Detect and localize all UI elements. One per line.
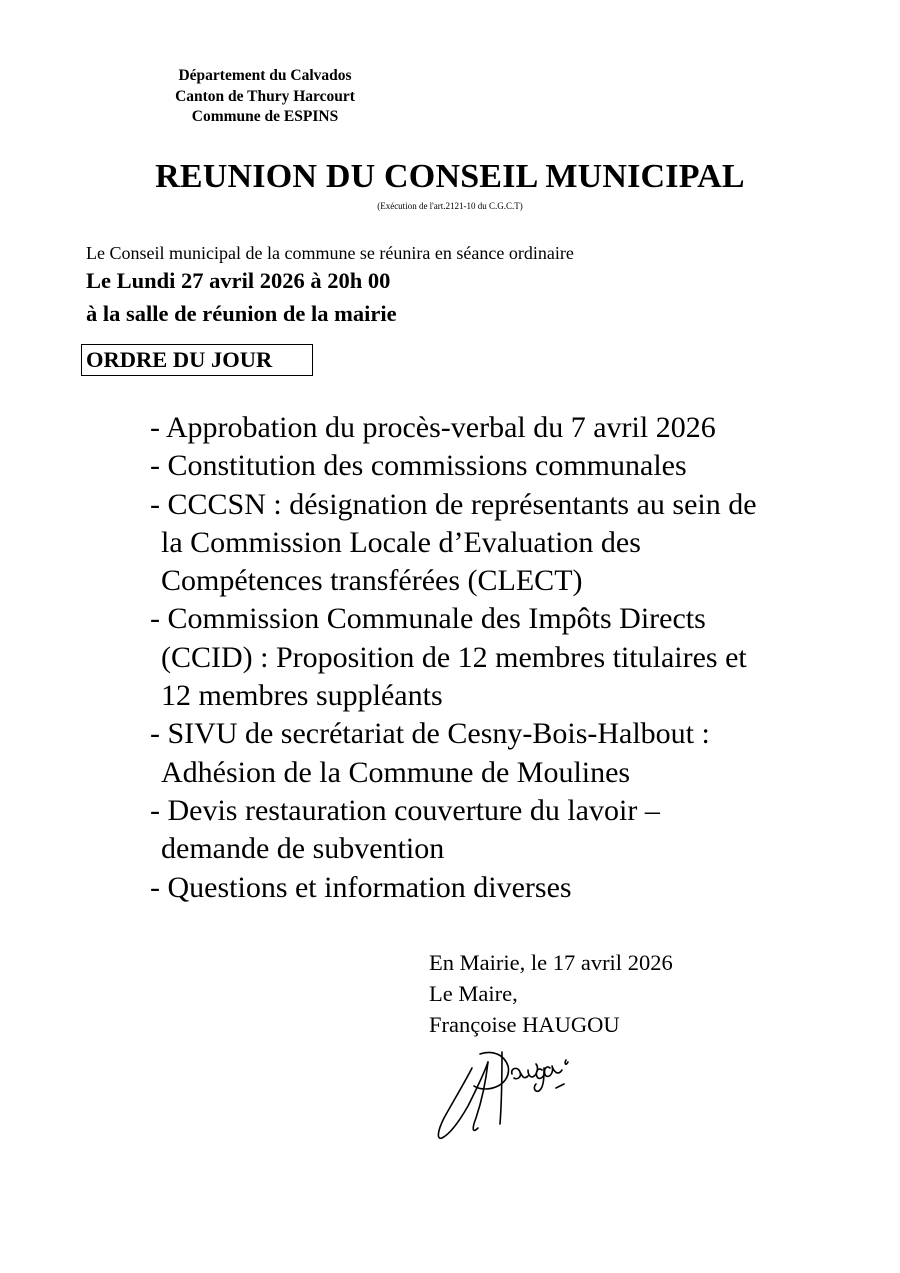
agenda-item-line: demande de subvention: [161, 832, 445, 866]
agenda-item-line: - Questions et information diverses: [150, 870, 572, 904]
meeting-datetime: Le Lundi 27 avril 2026 à 20h 00: [86, 268, 391, 293]
department-line: Département du Calvados: [178, 67, 352, 84]
agenda-item: [150, 447, 850, 485]
agenda-item: [150, 600, 850, 715]
canton-line: Canton de Thury Harcourt: [175, 87, 355, 105]
agenda-list: [150, 409, 850, 907]
agenda-item: [150, 486, 850, 601]
legal-reference: (Exécution de l'art.2121-10 du C.G.C.T): [377, 201, 523, 211]
agenda-item-line: - Devis restauration couverture du lavoir –: [150, 793, 660, 827]
agenda-item-line: 12 membres suppléants: [161, 679, 443, 713]
letterhead: [110, 66, 420, 128]
agenda-item-line: la Commission Locale d’Evaluation des: [161, 525, 641, 559]
agenda-item-line: - Constitution des commissions communales: [150, 449, 687, 483]
agenda-item-line: - CCCSN : désignation de représentants au sein de: [150, 487, 757, 521]
agenda-item: [150, 409, 850, 447]
meeting-intro: Le Conseil municipal de la commune se réunira en séance ordinaire: [86, 243, 574, 263]
document-title: REUNION DU CONSEIL MUNICIPAL: [155, 158, 745, 195]
handwritten-signature: [432, 1040, 592, 1150]
signature-block: [429, 947, 673, 1040]
agenda-title: ORDRE DU JOUR: [86, 347, 273, 372]
agenda-item-line: - SIVU de secrétariat de Cesny-Bois-Halbout :: [150, 717, 710, 751]
agenda-item-line: Adhésion de la Commune de Moulines: [161, 755, 631, 789]
signature-name: Françoise HAUGOU: [429, 1012, 620, 1037]
meeting-place: à la salle de réunion de la mairie: [86, 301, 397, 326]
signature-role: Le Maire,: [429, 981, 518, 1006]
agenda-item-line: Compétences transférées (CLECT): [161, 564, 583, 598]
commune-line: Commune de ESPINS: [191, 108, 339, 125]
signature-place-date: En Mairie, le 17 avril 2026: [429, 950, 673, 975]
agenda-item-line: - Commission Communale des Impôts Directs: [150, 602, 706, 636]
agenda-item: [150, 715, 850, 792]
agenda-item: [150, 792, 850, 869]
agenda-item-line: (CCID) : Proposition de 12 membres titulaires et: [161, 640, 747, 674]
agenda-item-line: - Approbation du procès-verbal du 7 avril 2026: [150, 411, 716, 444]
agenda-item: [150, 869, 850, 907]
